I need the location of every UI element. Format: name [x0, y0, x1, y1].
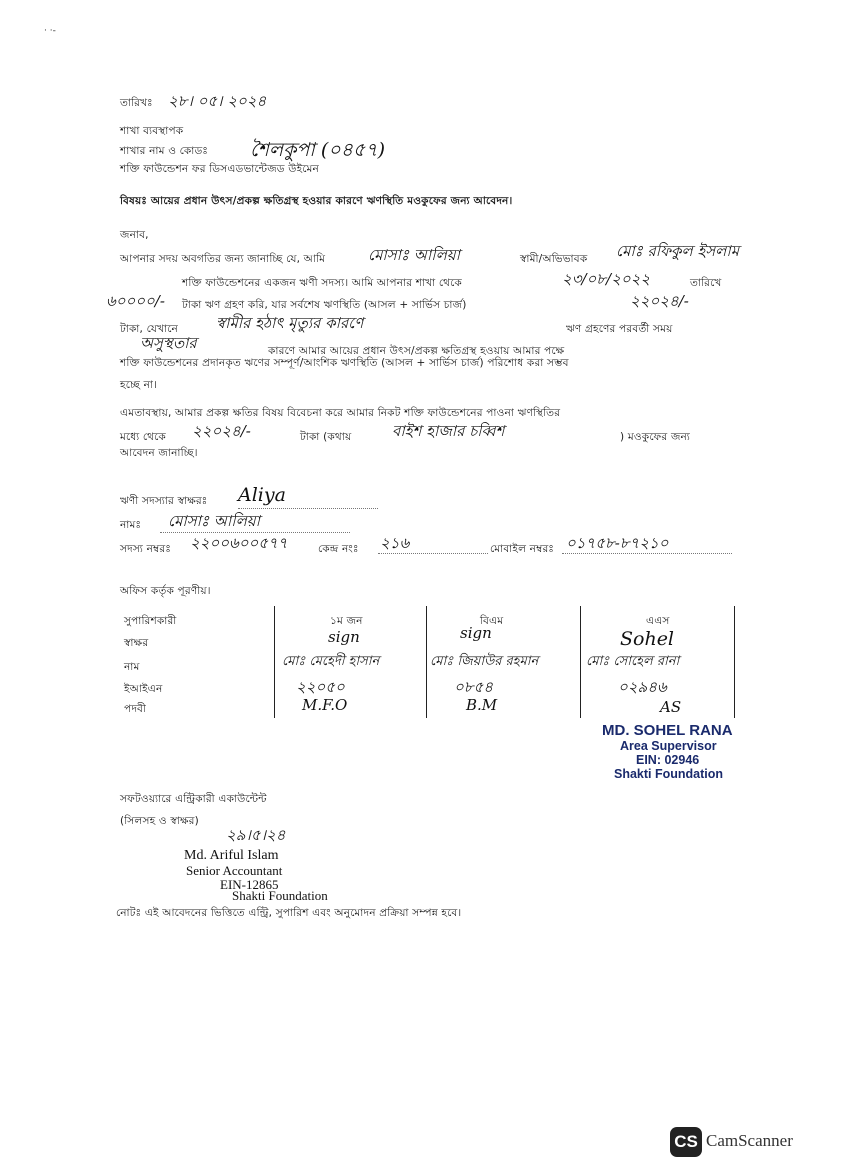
waiver-amount: ২২০২৪/- [192, 422, 251, 440]
branch-value: শৈলকুপা (০৪৫৭) [250, 139, 386, 161]
date-value: ২৮। ০৫। ২০২৪ [168, 92, 267, 110]
center-label: কেন্দ্র নংঃ [318, 543, 359, 555]
body-p2-line-2a: মধ্যে থেকে [120, 431, 166, 443]
outstanding-balance: ২২০২৪/- [630, 292, 689, 310]
body-p2-line-2b: টাকা (কথায় [300, 431, 352, 443]
mobile-number: ০১৭৫৮-৮৭২১০ [566, 534, 669, 552]
member-signature: Aliya [238, 484, 286, 506]
office-col1-title: ১ম জন [330, 615, 363, 627]
office-heading: অফিস কর্তৃক পূরণীয়। [120, 585, 211, 597]
accountant-org: Shakti Foundation [232, 888, 328, 903]
member-number-label: সদস্য নম্বরঃ [120, 543, 171, 555]
center-rule [378, 553, 488, 554]
body-line-5a: কারণে আমার আয়ের প্রধান উৎস/প্রকল্প ক্ষতিগ্রস্থ হওয়ায় আমার পক্ষে [268, 345, 565, 357]
footnote: নোটঃ এই আবেদনের ভিত্তিতে এন্ট্রি, সুপারিশ এবং অনুমোদন প্রক্রিয়া সম্পন্ন হবে। [116, 907, 462, 919]
office-col2-name: মোঃ জিয়াউর রহমান [430, 654, 539, 669]
recipient-line: শাখা ব্যবস্থাপক [120, 125, 184, 137]
body-line-2b: তারিখে [690, 277, 722, 289]
body-line-2a: শক্তি ফাউন্ডেশনের একজন ঋণী সদস্য। আমি আপনার শাখা থেকে [182, 277, 462, 289]
damage-reason-2: অসুস্থতার [140, 334, 197, 352]
stamp-title: Area Supervisor [620, 739, 717, 753]
accountant-name: Md. Ariful Islam [184, 848, 279, 863]
body-p2-line-3: আবেদন জানাচ্ছি। [120, 447, 198, 459]
body-line-1b: স্বামী/অভিভাবক [520, 253, 588, 265]
scan-speck: · ·‐ [44, 26, 56, 36]
member-signature-label: ঋণী সদস্যার স্বাক্ষরঃ [120, 495, 208, 507]
office-row-label-name: নাম [124, 661, 140, 673]
loan-amount: ৬০০০০/- [106, 292, 165, 310]
office-row-label-signature: স্বাক্ষর [124, 637, 149, 649]
body-line-3a: টাকা ঋণ গ্রহণ করি, যার সর্বশেষ ঋণস্থিতি (আসল + সার্ভিস চার্জ) [182, 299, 467, 311]
branch-label: শাখার নাম ও কোডঃ [120, 145, 209, 157]
office-col3-title: এএস [646, 615, 670, 627]
accountant-line-1: সফটওয়্যারে এন্ট্রিকারী একাউন্টেন্ট [120, 793, 267, 805]
member-signature-rule [238, 508, 378, 509]
office-col3-ein: ০২৯৪৬ [618, 678, 667, 696]
stamp-org: Shakti Foundation [614, 767, 724, 781]
body-line-7: হচ্ছে না। [120, 379, 158, 391]
body-line-4a: টাকা, যেখানে [120, 323, 178, 335]
office-col1-designation: M.F.O [302, 696, 348, 714]
office-row-label-ein: ইআইএন [124, 683, 163, 695]
member-number: ২২০০৬০০৫৭৭ [190, 534, 288, 552]
accountant-title: Senior Accountant [186, 863, 283, 878]
office-col1-ein: ২২০৫০ [296, 678, 345, 696]
office-col1-name: মোঃ মেহেদী হাসান [282, 654, 380, 669]
accountant-signature-date: ২৯।৫।২৪ [226, 826, 286, 844]
office-col3-signature: Sohel [620, 628, 675, 650]
date-label: তারিখঃ [120, 97, 153, 109]
office-divider-1 [274, 606, 275, 718]
office-col2-signature: sign [460, 624, 492, 642]
salutation: জনাব, [120, 229, 149, 241]
accountant-ein: EIN-12865 [220, 877, 279, 892]
office-col1-signature: sign [328, 628, 360, 646]
mobile-label: মোবাইল নম্বরঃ [490, 543, 555, 555]
organization-line: শক্তি ফাউন্ডেশন ফর ডিসএডভান্টেজড উইমেন [120, 163, 320, 175]
mobile-rule [562, 553, 732, 554]
loan-date: ২৩/০৮/২০২২ [562, 270, 651, 288]
damage-reason: স্বামীর হঠাৎ মৃত্যুর কারণে [216, 314, 364, 332]
center-number: ২১৬ [380, 534, 410, 552]
member-name: মোসাঃ আলিয়া [168, 512, 260, 530]
body-line-6: শক্তি ফাউন্ডেশনের প্রদানকৃত ঋণের সম্পূর্ণ/আংশিক ঋণস্থিতি (আসল + সার্ভিস চার্জ) পরিশোধ করা সম্ভব [120, 357, 569, 369]
body-p2-line-1: এমতাবস্থায়, আমার প্রকল্প ক্ষতির বিষয় বিবেচনা করে আমার নিকট শক্তি ফাউন্ডেশনের পাওনা ঋণস্থিতির [120, 407, 561, 419]
subject-line: বিষয়ঃ আয়ের প্রধান উৎস/প্রকল্প ক্ষতিগ্রস্থ হওয়ার কারণে ঋণস্থিতি মওকুফের জন্য আবেদন। [120, 195, 513, 207]
office-divider-3 [580, 606, 581, 718]
member-name-label: নামঃ [120, 519, 142, 531]
office-col3-name: মোঃ সোহেল রানা [586, 654, 680, 669]
office-divider-2 [426, 606, 427, 718]
stamp-ein: EIN: 02946 [636, 753, 700, 767]
body-line-4b: ঋণ গ্রহণের পরবর্তী সময় [566, 323, 673, 335]
body-line-1a: আপনার সদয় অবগতির জন্য জানাচ্ছি যে, আমি [120, 253, 326, 265]
office-col2-designation: B.M [466, 696, 498, 714]
applicant-name: মোসাঃ আলিয়া [368, 246, 460, 264]
office-col2-ein: ০৮৫৪ [454, 678, 493, 696]
camscanner-watermark: CamScanner [706, 1131, 793, 1150]
office-row-label-recommender: সুপারিশকারী [124, 615, 177, 627]
waiver-amount-words: বাইশ হাজার চব্বিশ [392, 422, 505, 440]
guardian-name: মোঃ রফিকুল ইসলাম [616, 242, 740, 260]
office-col3-designation: AS [660, 698, 682, 716]
body-p2-line-2c: ) মওকুফের জন্য [620, 431, 691, 443]
office-col2-title: বিএম [480, 615, 504, 627]
office-divider-4 [734, 606, 735, 718]
accountant-line-2: (সিলসহ ও স্বাক্ষর) [120, 815, 199, 827]
office-row-label-designation: পদবী [124, 703, 147, 715]
stamp-name: MD. SOHEL RANA [602, 722, 733, 739]
camscanner-logo-icon: CS [670, 1127, 702, 1157]
